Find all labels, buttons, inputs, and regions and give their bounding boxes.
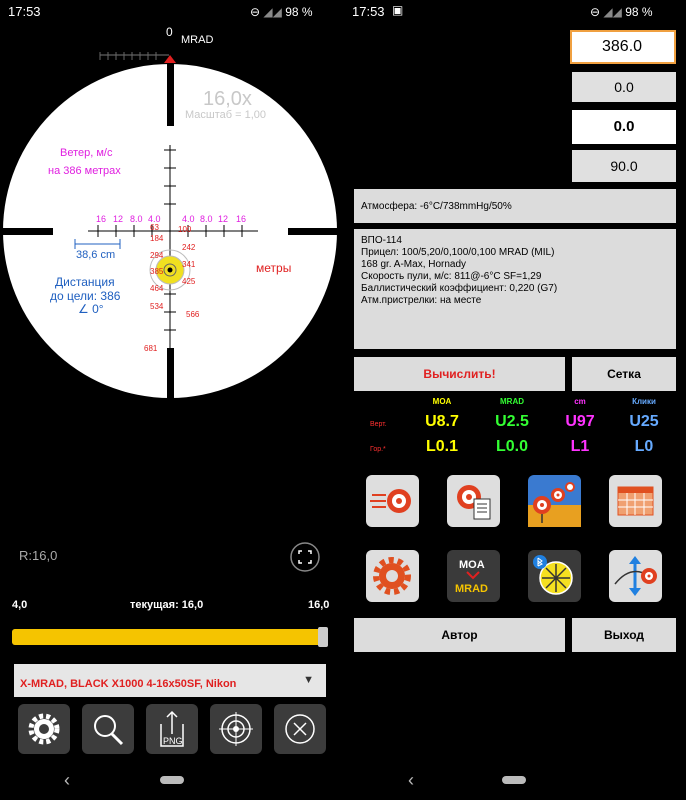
right-status-battery: 98 %	[625, 5, 653, 19]
bluetooth-button[interactable]	[528, 550, 581, 602]
unit-label: MRAD	[181, 34, 214, 46]
cm-label: 38,6 cm	[76, 249, 116, 261]
nav-back-icon[interactable]: ‹	[64, 770, 70, 790]
top-scale-ticks	[100, 52, 156, 60]
horiz-mrad: L0.0	[495, 438, 528, 455]
speed-target-button[interactable]	[366, 475, 419, 527]
right-status-icons	[590, 5, 653, 19]
range-mark: 566	[186, 310, 200, 319]
range-mark: 294	[150, 251, 164, 260]
wind-label-1: Ветер, м/с	[60, 147, 113, 159]
wind-direction-input[interactable]: 90.0	[572, 150, 676, 182]
wind-direction-label: Направление ветра, градусы	[391, 161, 564, 175]
corr-header-moa: MOA	[432, 397, 452, 406]
vert-clicks: U25	[629, 413, 659, 430]
wind-label-2: на 386 метрах	[48, 165, 121, 177]
tick-label: 8.0	[130, 214, 143, 224]
range-mark: 184	[150, 234, 164, 243]
range-mark: 63	[150, 223, 159, 232]
profile-line: Скорость пули, м/с: 811@-6°C SF=1,29	[361, 271, 542, 282]
left-status-time: 17:53	[8, 4, 41, 19]
vert-mrad: U2.5	[495, 413, 529, 430]
radius-label: R:16,0	[19, 548, 58, 563]
calculate-button[interactable]: Вычислить!	[354, 357, 565, 391]
gear-icon	[18, 704, 70, 754]
signal-icon: ◢◢	[263, 5, 282, 19]
atmosphere-text: Атмосфера: -6°C/738mmHg/50%	[361, 201, 512, 212]
anemometer-icon	[528, 550, 581, 602]
range-mark: 464	[150, 284, 164, 293]
angle-input[interactable]: 0.0	[572, 72, 676, 102]
table-icon	[609, 475, 662, 527]
orange-gear-icon	[366, 550, 419, 602]
range-mark: 425	[182, 277, 196, 286]
post-right	[288, 228, 338, 235]
zoom-max: 16,0	[308, 599, 330, 611]
trajectory-button[interactable]	[609, 550, 662, 602]
distance-input[interactable]: 386.0	[570, 30, 676, 64]
post-bottom	[167, 348, 174, 398]
distance-label: Дистанция, метры	[454, 42, 564, 56]
trajectory-icon	[609, 550, 662, 602]
tick-label: 12	[113, 214, 124, 224]
export-png-button[interactable]	[146, 704, 198, 754]
image-icon: ▣	[392, 3, 404, 17]
table-button[interactable]	[609, 475, 662, 527]
post-left	[3, 228, 53, 235]
range-mark: 534	[150, 302, 164, 311]
horiz-clicks: L0	[634, 438, 654, 455]
range-mark: 341	[182, 260, 196, 269]
search-icon	[82, 704, 134, 754]
png-label: PNG	[163, 736, 183, 746]
multi-target-button[interactable]	[528, 475, 581, 527]
range-mark: 385	[150, 267, 164, 276]
impact-dot	[168, 268, 173, 273]
left-status-battery: 98 %	[285, 5, 313, 19]
grid-button[interactable]: Сетка	[572, 357, 676, 391]
dnd-icon: ⊖	[590, 5, 601, 19]
multi-target-icon	[528, 475, 581, 527]
author-button[interactable]: Автор	[354, 618, 565, 652]
tick-label: 4.0	[148, 214, 161, 224]
tick-label: 4.0	[182, 214, 195, 224]
post-top	[167, 64, 174, 126]
zero-arrow-icon	[164, 55, 176, 63]
wind-speed-label: Скорость ветра, м/с	[445, 121, 564, 135]
zoom-current: текущая: 16,0	[130, 599, 204, 611]
zoom-min: 4,0	[12, 599, 28, 611]
tick-label: 12	[218, 214, 229, 224]
search-button[interactable]	[82, 704, 134, 754]
tick-label: 8.0	[200, 214, 213, 224]
settings-button[interactable]	[18, 704, 70, 754]
corr-header-clicks: Клики	[632, 397, 656, 406]
vert-label: Верт.	[370, 421, 387, 428]
meters-label: метры	[256, 261, 292, 275]
chevron-down-icon: ▼	[303, 674, 314, 686]
corr-header-mrad: MRAD	[500, 397, 524, 406]
vert-cm: U97	[565, 413, 595, 430]
zoom-slider-fill	[12, 629, 328, 645]
vert-moa: U8.7	[425, 413, 459, 430]
nav-back-icon[interactable]: ‹	[408, 770, 414, 790]
range-mark: 242	[182, 243, 196, 252]
reticle-view[interactable]	[0, 20, 343, 405]
moa-mrad-button[interactable]	[447, 550, 500, 602]
corr-header-cm: cm	[574, 397, 586, 406]
horiz-label: Гор.*	[370, 446, 386, 453]
range-mark: 681	[144, 344, 158, 353]
close-icon	[274, 704, 326, 754]
close-button[interactable]	[274, 704, 326, 754]
zoom-slider[interactable]	[12, 629, 328, 645]
range-mark: 100	[178, 225, 192, 234]
distance-label-2: до цели: 386	[50, 289, 121, 303]
target-report-button[interactable]	[447, 475, 500, 527]
atmosphere-box[interactable]	[354, 189, 676, 223]
target-document-icon	[447, 475, 500, 527]
left-status-icons	[250, 5, 313, 19]
zoom-slider-thumb[interactable]	[318, 627, 328, 647]
scale-label: Масштаб = 1,00	[185, 109, 267, 121]
profile-line: Баллистический коэффициент: 0,220 (G7)	[361, 283, 558, 294]
dnd-icon: ⊖	[250, 5, 261, 19]
horiz-cm: L1	[570, 438, 590, 455]
settings-gear-button[interactable]	[366, 550, 419, 602]
right-status-time: 17:53	[352, 4, 385, 19]
scope-select[interactable]	[14, 664, 326, 697]
wind-speed-input[interactable]: 0.0	[572, 110, 676, 144]
angle-label: Угол места цели, градусы	[410, 82, 564, 96]
profile-box[interactable]	[354, 229, 676, 349]
profile-line: Атм.пристрелки: на месте	[361, 295, 482, 306]
nav-home-icon[interactable]	[502, 776, 526, 784]
distance-label-3: ∠ 0°	[78, 302, 104, 316]
mrad-text: MRAD	[455, 583, 488, 595]
tick-label: 16	[236, 214, 247, 224]
fullscreen-icon[interactable]	[290, 542, 320, 572]
target-button[interactable]	[210, 704, 262, 754]
nav-home-icon[interactable]	[160, 776, 184, 784]
profile-line: Прицел: 100/5,20/0,100/0,100 MRAD (MIL)	[361, 247, 555, 258]
scope-select-value: X-MRAD, BLACK X1000 4-16x50SF, Nikon	[20, 678, 237, 690]
share-icon	[146, 704, 198, 754]
horiz-moa: L0.1	[425, 438, 458, 455]
zero-label: 0	[166, 25, 173, 39]
profile-line: ВПО-114	[361, 235, 402, 246]
fast-target-icon	[366, 475, 419, 527]
exit-button[interactable]: Выход	[572, 618, 676, 652]
signal-icon: ◢◢	[603, 5, 622, 19]
profile-line: 168 gr. A-Max, Hornady	[361, 259, 467, 270]
moa-mrad-toggle-icon	[447, 550, 500, 602]
moa-text: MOA	[459, 559, 485, 571]
crosshair-target-icon	[210, 704, 262, 754]
magnification-label: 16,0x	[203, 88, 252, 110]
distance-label-1: Дистанция	[55, 275, 115, 289]
tick-label: 16	[96, 214, 107, 224]
